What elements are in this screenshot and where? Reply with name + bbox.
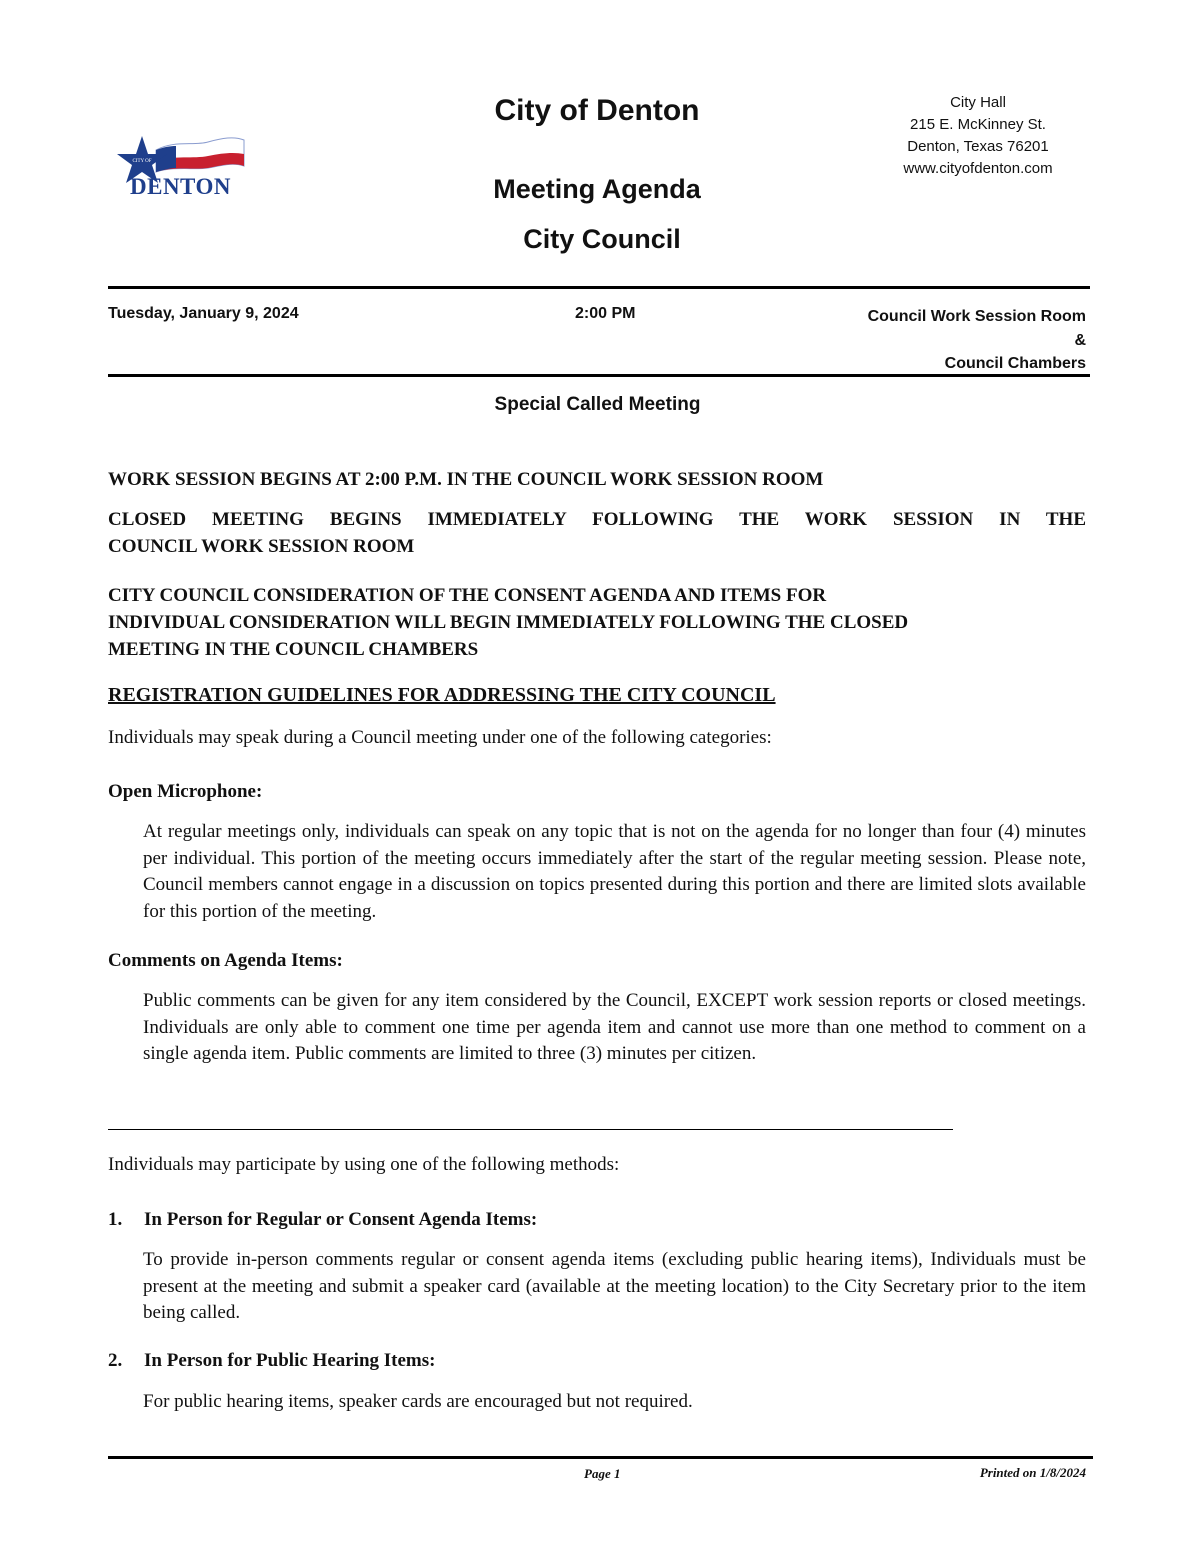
address-line: City Hall [950, 94, 1006, 111]
section-divider [108, 1129, 953, 1130]
printed-date: Printed on 1/8/2024 [979, 1465, 1086, 1480]
document-title: Meeting Agenda [493, 174, 701, 204]
address-line: 215 E. McKinney St. [910, 116, 1046, 133]
meeting-location [786, 305, 1086, 376]
council-title: City Council [523, 224, 681, 254]
meeting-date: Tuesday, January 9, 2024 [108, 305, 299, 322]
meeting-time: 2:00 PM [575, 305, 636, 322]
method-text: To provide in-person comments regular or consent agenda items (excluding public hearing items), Individuals must be present at the meeting and submit a speaker card (available at the meeting location) to the City Secretary prior to the item being called. [143, 1249, 1086, 1323]
method-number: 1. [108, 1209, 123, 1230]
meeting-type: Special Called Meeting [494, 394, 701, 415]
notice-line: CLOSED MEETING BEGINS IMMEDIATELY FOLLOWING THE WORK SESSION IN THE [108, 509, 1086, 530]
registration-heading: REGISTRATION GUIDELINES FOR ADDRESSING THE CITY COUNCIL [108, 684, 776, 706]
page-number: Page 1 [584, 1466, 621, 1481]
notice-line: INDIVIDUAL CONSIDERATION WILL BEGIN IMMEDIATELY FOLLOWING THE CLOSED [108, 612, 909, 633]
header-divider [108, 286, 1090, 289]
registration-intro: Individuals may speak during a Council meeting under one of the following categories: [108, 727, 772, 748]
method-text: For public hearing items, speaker cards are encouraged but not required. [143, 1391, 693, 1412]
svg-text:CITY OF: CITY OF [132, 159, 152, 164]
methods-intro: Individuals may participate by using one of the following methods: [108, 1154, 620, 1175]
open-mic-text: At regular meetings only, individuals can speak on any topic that is not on the agenda for no longer than four (4) minutes per individual. This portion of the meeting occurs immediately after the start of the regular meeting session. Please note, Council members cannot engage in a discussion on topics presented during this portion and there are limited slots available for this portion of the meeting. [143, 821, 1086, 922]
notice-line: CITY COUNCIL CONSIDERATION OF THE CONSENT AGENDA AND ITEMS FOR [108, 585, 827, 606]
website-link[interactable]: www.cityofdenton.com [903, 160, 1053, 177]
city-title: City of Denton [494, 94, 700, 127]
location-line: & [1074, 331, 1086, 349]
comments-text: Public comments can be given for any item considered by the Council, EXCEPT work session reports or closed meetings. Individuals are only able to comment one time per agenda item and cannot use more than one method to comment on a single agenda item. Public comments are limited to three (3) minutes per citizen. [143, 990, 1086, 1064]
comments-heading: Comments on Agenda Items: [108, 950, 343, 971]
work-session-notice: WORK SESSION BEGINS AT 2:00 P.M. IN THE COUNCIL WORK SESSION ROOM [108, 469, 824, 490]
method-number: 2. [108, 1350, 123, 1371]
consent-agenda-notice [108, 582, 1086, 663]
logo-wordmark: DENTON [130, 174, 231, 199]
notice-line: COUNCIL WORK SESSION ROOM [108, 536, 415, 557]
address-line: Denton, Texas 76201 [907, 138, 1049, 155]
notice-line: MEETING IN THE COUNCIL CHAMBERS [108, 639, 479, 660]
location-line: Council Chambers [944, 355, 1086, 372]
location-line: Council Work Session Room [867, 308, 1086, 325]
open-mic-heading: Open Microphone: [108, 781, 263, 802]
address-block [878, 92, 1078, 180]
info-divider [108, 374, 1090, 377]
method-title: In Person for Regular or Consent Agenda Items: [144, 1209, 538, 1230]
method-title: In Person for Public Hearing Items: [144, 1350, 436, 1371]
footer-divider [108, 1456, 1093, 1459]
closed-meeting-notice [108, 506, 1086, 560]
